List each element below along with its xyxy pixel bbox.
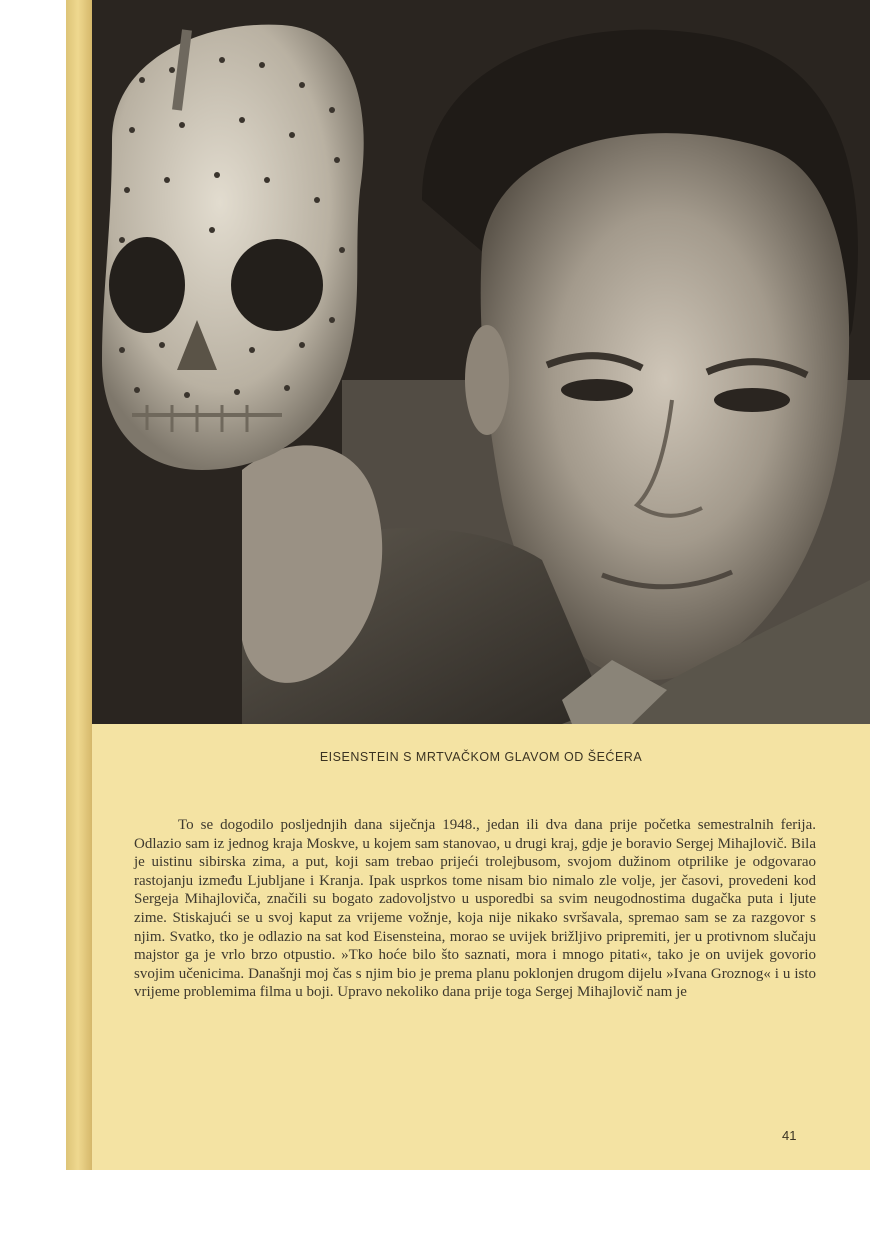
article-body: To se dogodilo posljednjih dana siječnja 1948., jedan ili dva dana prije početka semestralnih ferija. Odlazio sam iz jednog kraja Moskve, u kojem sam stanovao, u drugi kraj, gdje je boravio Sergej Mihajlovič. Bila je uistinu sibirska zima, a put, koji sam trebao prijeći trolejbusom, svojom dužinom otprilike je odgovarao rastojanju između Ljubljane i Kranja. Ipak usprkos tome nisam bio nimalo zle volje, jer časovi, provedeni kod Sergeja Mihajloviča, značili su bogato zadovoljstvo u usporedbi sa svim neugodnostima dugačka puta i ljute zime. Stiskajući se u svoj kaput za vrijeme vožnje, koja nije nikako svršavala, spremao sam se za razgovor s njim. Svatko, tko je odlazio na sat kod Eisensteina, morao se uvijek brižljivo pripremiti, jer u protivnom slučaju majstor ga je vrlo brzo otpustio. »Tko hoće bilo što saznati, mora i mnogo pitati«, tako je on uvijek govorio svojim učenicima. Današnji moj čas s njim bio je prema planu poklonjen drugom dijelu »Ivana Groznog« i u isto vrijeme problemima filma u boji. Upravo nekoliko dana prije toga Sergej Mihajlovič nam je: [134, 817, 816, 1001]
photo-caption: EISENSTEIN S MRTVAČKOM GLAVOM OD ŠEĆERA: [319, 750, 643, 764]
scan-margin-bottom: [0, 1170, 877, 1240]
portrait-illustration: [92, 0, 870, 724]
page-number: 41: [782, 1128, 797, 1143]
scan-margin-left: [0, 0, 66, 1240]
photograph: [92, 0, 870, 724]
book-page: [92, 0, 870, 1170]
